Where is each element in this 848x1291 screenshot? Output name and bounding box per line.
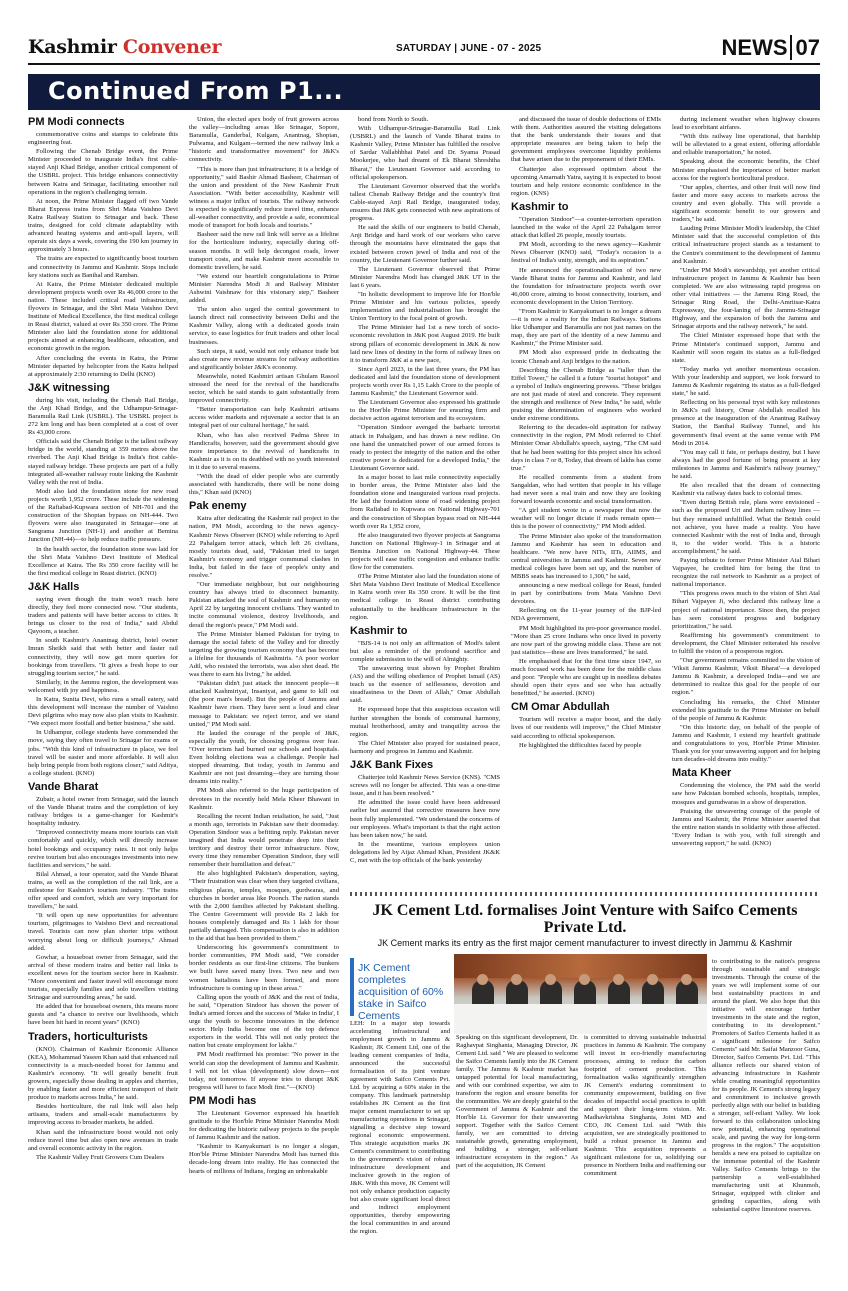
paragraph: PM Modi, according to the news agency—Kashmir News Observer (KNO) said, "Today's occasion is a festival of India's unity, strength, and its aspiration." [511, 241, 661, 265]
headline: J&K witnessing [28, 381, 110, 394]
photo-table [454, 1004, 707, 1034]
paragraph: "With the dead of elder people who are currently associated with handicrafts, there will be none doing this," Khan said (KNO) [189, 473, 339, 497]
paragraph: "This is more than just infrastructure; it is a bridge of opportunity," said Bashir Ahmad Basheer, Chairman of the union and president of the New Kashmir Fruit Association. "With better accessibility, Kashmir will witness a major influx of tourists. The railway network is expected to significantly reduce travel time, enhance all-weather connectivity, and provide a safe, economical mode of transport for both locals and tourists." [189, 165, 339, 230]
paragraph: Following the Chenab Bridge event, the Prime Minister proceeded to inaugurate India's first cable-stayed Anji Khad Bridge, another critical component of the USBRL project. This bridge enhances connectivity between Katra and Srinagar, facilitating smoother rail operations in the region's challenging terrain. [28, 148, 178, 196]
signing-ceremony-photo [454, 954, 707, 1034]
paragraph: "Even during British rule, plans were envisioned – such as the proposed Uri and Jhelum railway lines — but they remained unfulfilled. What the British could not achieve, you have made a reality. You have connected Kashmir with the rest of India and, through it, to the wider world. This is a historic accomplishment," he said. [672, 499, 820, 555]
paragraph: After concluding the events in Katra, the Prime Minister departed by helicopter from the Katra helipad at approximately 2:30 returning to Delhi (KNO) [28, 354, 178, 378]
paragraph: and discussed the issue of double deductions of EMIs with them. Authorities assured the visiting delegations that the bank understands their issues and that appropriate measures are being taken to help the government employees overcome liquidity problems that have arisen due to the preponement of their EMIs. [511, 116, 661, 164]
paragraph: PM Modi also referred to the huge participation of devotees in the recently held Mela Kheer Bhawani in Kashmir. [189, 787, 339, 811]
article-column [584, 1034, 706, 1280]
brand-second: Convener [122, 36, 222, 58]
paragraph: 0The Prime Minister also laid the foundation stone of Shri Mata Vaishno Devi Institute of Medical Excellence in Katra worth over Rs 350 crore. It will be the first medical college in Reasi district contributing substantially to the healthcare infrastructure in the region. [350, 573, 500, 621]
paragraph: "Our immediate neighbour, but our neighbouring country has always tried to disconnect humanity. Pakistan attacked the soul of Kashmir and humanity on April 22 by targeting innocent civilians. They wanted to incite communal violence, destroy livelihoods, and derail the region's peace," PM Modi said. [189, 581, 339, 629]
article-headline: JK Cement Ltd. formalises Joint Venture with Saifco Cements Private Ltd. [372, 902, 798, 936]
paragraph: Zubair, a hotel owner from Srinagar, said the launch of the Vande Bharat trains and the completion of key railway bridges is a game-changer for Kashmir's hospitality industry. [28, 795, 178, 828]
paragraph: He highlighted the difficulties faced by people [519, 741, 642, 749]
article-column [456, 1034, 578, 1280]
paragraph: The Chief Minister expressed hope that with the Prime Minister's continued support, Jammu and Kashmir will soon regain its status as a full-fledged state. [672, 332, 820, 364]
column-5 [672, 116, 820, 866]
paragraph: At noon, the Prime Minister flagged off two Vande Bharat Express trains from Shri Mata Vaishno Devi Katra Railway Station to Srinagar and back. These trains, designed for cold climate adaptability with advanced heating systems and anti-spall layers, will operate six days a week, covering the 190 km journey in approximately 3 hours. [28, 197, 178, 254]
paragraph: "Operation Sindoor"—a counter-terrorism operation launched in the wake of the April 22 Pahalgam terror attack that killed 26 people, mostly tourists. [511, 215, 661, 240]
paragraph: PM Modi also expressed pride in dedicating the iconic Chenab and Anji bridges to the nation. [511, 349, 661, 365]
paragraph: Chatterjee also expressed optimism about the upcoming Amarnath Yatra, saying it is expected to boost tourism and help restore economic confidence in the region. (KNS) [511, 165, 661, 197]
paragraph: He also highlighted Pakistan's desperation, saying, "Their frustration was clear when they targeted civilians, religious places, temples, mosques, gurdwaras, and churches in border areas like Poonch. The nation stands with the 2,000 families affected by Pakistani shelling. The Centre Government will provide Rs 2 lakh for houses completely damaged and Rs 1 lakh for those partially damaged. This compensation is also in addition to the aid that has been provided to them." [189, 870, 339, 943]
paragraph: PM Modi reaffirmed his promise: "No power in the world can stop the development of Jammu and Kashmir. I will not let vikas (development) slow down—not today, not tomorrow. If anyone tries to disrupt J&K progress will have to face Modi first."—(KNO) [189, 1051, 339, 1091]
paragraph: He recalled comments from a student from Sangaldan, who had written that people in his village had never seen a real train and now they are looking forward towards economic and social transformation. [511, 473, 661, 506]
banner-text: Continued From P1... [48, 77, 344, 105]
dotted-divider [350, 892, 820, 896]
paragraph: "Operation Sindoor avenged the barbaric terrorist attack in Pahalgam, and has drawn a new redline. On one hand the unmatched power of our armed forces is ready to protect the integrity of the nation and the other creative power is dedicated for a developed India," the Lieutenant Governor said. [350, 424, 500, 472]
paragraph: "With this railway line operational, that hardship will be alleviated to a great extent, offering affordable and reliable transportation," he noted. [672, 133, 820, 157]
paragraph: Concluding his remarks, the Chief Minister extended his gratitude to the Prime Minister on behalf of the people of Jammu & Kashmir. [672, 698, 820, 722]
paragraph: Paying tribute to former Prime Minister Atal Bihari Vajpayee, he credited him for being the first to recognize the rail network to Kashmir as a project of national importance. [672, 556, 820, 589]
paragraph: "Better transportation can help Kashmiri artisans access wider markets and rejuvenate a sector that is an integral part of our cultural heritage," he said. [189, 406, 339, 430]
paragraph: In Katra, Sunita Devi, who runs a small eatery, said this development will increase the number of Vaishno Devi pilgrims who may now also plan visits to Kashmir. "We expect more footfall and better business," she said. [28, 696, 178, 728]
paragraph: "We extend our heartfelt congratulations to Prime Minister Narendra Modi Ji and Railway Minister Ashwini Vaishnaw for this visionary step," Basheer added. [189, 272, 339, 305]
paragraph: Referring to the decades-old aspiration for railway connectivity in the region, PM Modi referred to Chief Minister Omar Abdullah's speech, saying, "The CM said that he had been waiting for this project since his school days in class 7 or 8, Today, that dream of lakhs has come true." [511, 424, 661, 472]
paragraph: "On this historic day, on behalf of the people of Jammu and Kashmir, I extend my heartfelt gratitude and congratulations to you, Hon'ble Prime Minister. Thank you for your unwavering support and for helping turn decades-old dreams into reality." [672, 723, 820, 764]
paragraph: Basheer said the new rail link will serve as a lifeline for the horticulture industry, especially during off-season months. It will help decongest roads, lower transport costs, and make Kashmir more accessible to domestic travellers, he said. [189, 231, 339, 271]
paragraph: "From Kashmir to Kanyakumari is no longer a dream—it is now a reality for the Indian Railways. Stations like Udhampur and Baramulla are not just names on the map, they are part of the identity of a new Jammu and Kashmir," the Prime Minister said. [511, 307, 661, 348]
paragraph: The Lieutenant Governor observed that Prime Minister Narendra Modi has changed J&K UT in the last 6 years. [350, 265, 500, 289]
page-number: 07 [790, 35, 820, 60]
paragraph: Meanwhile, noted Kashmiri artisan Ghulam Rasool stressed the need for the revival of the handicrafts sector, which he said stands to gain substantially from improved connectivity. [189, 372, 339, 405]
headline: Vande Bharat [28, 780, 99, 793]
paragraph: "This progress owes much to the vision of Shri Atal Bihari Vajpayee Ji, who declared this railway line a project of national importance. Since then, the project has seen consistent progress and budgetary prioritization," he said. [672, 590, 820, 630]
paragraph: In the meantime, various employees union delegations led by Aijaz Ahmad Khan, President JK&K C, met with the top officials of the bank yesterday [350, 840, 500, 864]
masthead [28, 36, 820, 62]
paragraph: Modi also laid the foundation stone for new road projects worth 1,952 crore. These include the widening of the Rafiabad-Kupwara section of NH-701 and the construction of the Shopian bypass on NH-444. Two flyovers were also inaugurated in Srinagar—one at Sangrama Junction (NH-1) and another at Bemina Junction (NH-44)—to help reduce traffic pressure. [28, 487, 178, 544]
paragraph: Speaking about the economic benefits, the Chief Minister emphasised the importance of better market access for the region's horticultural produce. [672, 158, 820, 182]
headline: Mata Kheer [672, 767, 732, 780]
pull-quote: JK Cement completes acquisition of 60% stake in Saifco Cements [350, 958, 452, 1016]
paragraph: to contributing to the nation's progress through sustainable and strategic investments. Through the course of the years we will implement some of our best sustainability practices in and around the plant. We also hope that this initiative will encourage further investments in the state and the region, contributing to its development." Promoters of Saifco Cements hailed it as a significant milestone for Saifco Cements" said Mr. Saifai Manzoor Guna, Director, Saifco Cements Pvt. Ltd. "This alliance reflects our shared vision of advancing infrastructure in Kashmir while creating meaningful opportunities for its people. JK Cement's strong legacy and commitment to inclusive growth perfectly align with our belief in building a stronger, self-reliant Valley. We look forward to this collaboration unlocking new potential, enhancing operational scale, and paving the way for long-term progress in the region." The acquisition heralds a new era poised to capitalize on the immense potential of the Kashmir Valley. Saifco Cements brings to the partnership a well-established manufacturing unit at Khunmoh, Srinagar, equipped with clinker and grinding capacities, along with substantial captive limestone reserves. [712, 958, 820, 1213]
brand-first: Kashmir [28, 36, 117, 58]
paragraph: The Kashmir Valley Fruit Growers Cum Dealers [36, 1153, 165, 1161]
paragraph: The Prime Minister blamed Pakistan for trying to damage the social fabric of the Valley and for directly targeting the growing tourism economy that has become a lifeline for thousands of Kashmiris. "A poor worker Adil, who resisted the terrorists, was also shot dead. He was there to earn his living," he added. [189, 630, 339, 679]
paragraph: during inclement weather when highway closures lead to exorbitant airfares. [672, 116, 820, 132]
headline: PM Modi has [189, 1094, 257, 1107]
article-column [350, 1020, 450, 1280]
paragraph: Reflecting on the 11-year journey of the BJP-led NDA government, [511, 607, 661, 623]
article-subhead: JK Cement marks its entry as the first major cement manufacturer to invest directly in Jammu & Kashmir [377, 938, 793, 948]
article-column [712, 958, 820, 1280]
paragraph: Katra after dedicating the Kashmir rail project to the nation, PM Modi, according to the news agency-Kashmir News Observer (KNO) while referring to April 22 Pahalgam terror attack, which left 26 civilians, mostly tourists dead, said, "Pakistan tried to target Kashmir's economy and trigger communal clashes in India, but failed in the face of people's unity and resolve." [189, 515, 339, 579]
column-3 [350, 116, 500, 866]
paragraph: bond from North to South. [358, 116, 429, 123]
paragraph: saying even though the train won't reach here directly, they feel more connected now. "Our students, traders and patients will have better access to cities. It brings us closer to the rest of India," said Abdul Qayoom, a teacher. [28, 595, 178, 636]
dateline: SATURDAY | JUNE - 07 - 2025 [396, 43, 542, 54]
paragraph: "You may call it fate, or perhaps destiny, but I have always had the good fortune of being present at key milestones in Jammu and Kashmir's railway journey," he said. [672, 448, 820, 481]
newspaper-logo [28, 36, 221, 58]
column-1 [28, 116, 178, 1276]
paragraph: is committed to driving sustainable industrial practices in Jammu & Kashmir. The company will invest in eco-friendly manufacturing processes, aiming to reduce the carbon footprint of cement production. This formalisation walks significantly strengthen JK Cement's enduring commitment to community empowerment, building on five decades of impactful social practices to uplift and support their long-term vision. Mr. Madhavkrishna Singhania, Joint MD and CEO, JK Cement Ltd. said "With this acquisition, we are strategically positioned to build a robust presence in Jammu and Kashmir. This acquisition represents a significant milestone for us, solidifying our presence in Northern India and reaffirming our commitment [584, 1034, 706, 1177]
paragraph: The Lieutenant Governor observed that the world's tallest Chenab Railway Bridge and the country's first Cable-stayed Anji Rail Bridge, inaugurated today, ensures that J&K gets connected with new aspirations of progress. [350, 182, 500, 223]
section-name: NEWS [721, 35, 788, 60]
paragraph: commemorative coins and stamps to celebrate this engineering feat. [28, 131, 178, 147]
paragraph: Chatterjee told Kashmir News Service (KNS). "CMS screws will no longer be affected. This was a one-time issue, and it has been resolved." [350, 774, 500, 798]
paragraph: announcing a new medical college for Reasi, funded in part by contributions from Mata Vaishno Devi devotees. [511, 582, 661, 606]
paragraph: "Kashmir to Kanyakumari is no longer a slogan, Hon'ble Prime Minister Narendra Modi has turned this decade-long dream into reality. He has connected the hearts of millions of Indians, forging an unbreakable [189, 1143, 339, 1175]
paragraph: He admitted the issue could have been addressed earlier but assured that corrective measures have now been fully implemented. "We understand the concerns of our employees. What's important is that the right action has been taken now," he said. [350, 799, 500, 839]
paragraph: Speaking on this significant development, Dr. Raghavpat Singhania, Managing Director, JK Cement Ltd. said " We are pleased to welcome the Saifco Cements family into the JK Cement family. The Jammu & Kashmir market has untapped potential for local manufacturing, and with our combined expertise, we aim to transform the region and ensure benefits for the communities. We are deeply grateful to the Government of Jammu & Kashmir and the Hon'ble Lt. Governor for their unwavering support. Together with the Saifco Cement family, we are committed to driving sustainable growth, generating employment, and building a stronger, self-reliant infrastructure ecosystem in the region." As part of the acquisition, JK Cement [456, 1034, 578, 1169]
paragraph: He also recalled that the dream of connecting Kashmir via railway dates back to colonial times. [672, 482, 820, 498]
paragraph: In a major boost to last mile connectivity especially in border areas, the Prime Minister also laid the foundation stone and inaugurated various road projects. He laid the foundation stone of road widening project from Rafiabad to Kupwara on National Highway-701 and the construction of Shopian bypass road on NH-444 worth over Rs 1,952 crore, [350, 474, 500, 530]
column-4 [511, 116, 661, 866]
paragraph: The Prime Minister also spoke of the transformation Jammu and Kashmir has seen in education and healthcare. "We now have NITs, IITs, AIIMS, and central universities in Jammu and Kashmir. Seven new medical colleges have been set up, and the number of MBBS seats has increased to 1,300," he said, [511, 532, 661, 580]
paragraph: Tourism will receive a major boost, and the daily lives of our residents will improve," the Chief Minister said according to official spokesperson. [511, 716, 661, 740]
headline: J&K Halls [28, 580, 80, 593]
paragraph: Condemning the violence, the PM said the world saw how Pakistan bombed schools, hospitals, temples, mosques and gurudwaras in a show of desperation. [672, 782, 820, 806]
paragraph: In Udhampur, college students have commended the move, saying they often travel to Srinagar for exams or jobs. "With this kind of infrastructure in place, we feel travel will be easier and more affordable. It will also help bring people from both regions closer," said Aditya, a college student. (KNO) [28, 729, 178, 777]
paragraph: "A girl student wrote in a newspaper that now the weather will no longer dictate if roads remain open—this is the power of connectivity," PM Modi added. [511, 507, 661, 531]
paragraph: Praising the unwavering courage of the people of Jammu and Kashmir, the Prime Minister asserted that the entire nation stands in solidarity with those affected. "Every Indian is with you, with full strength and unwavering support," he said. (KNO) [672, 807, 820, 847]
paragraph: "In holistic development to improve life for Hon'ble Prime Minister and his various policies, speedy implementation and industrialisation has brought the Union Territory to the focal point of growth. [350, 290, 500, 323]
headline: Traders, horticulturists [28, 1030, 148, 1043]
paragraph: Reflecting on his personal tryst with key milestones in J&K's rail history, Omar Abdullah recalled his presence at the inauguration of the Anantnag Railway Station, the Banihal Railway Tunnel, and his government's final event at the same venue with PM Modi in 2014. [672, 399, 820, 447]
paragraph: In south Kashmir's Anantnag district, hotel owner Imran Sheikh said that with better and faster rail connectivity, they will now get more queries for bookings from travellers. "It gives a fresh hope to our struggling tourism sector," he said. [28, 637, 178, 677]
paragraph: Khan said the infrastructure boost would not only reduce travel time but also open new avenues in trade and overall economic activity in the region. [28, 1128, 178, 1152]
headline: J&K Bank Fixes [350, 759, 434, 772]
paragraph: "Improved connectivity means more tourists can visit comfortably and quickly, which will directly increase hotel bookings and occupancy rates. It not only helps revive tourism but also encourages investments into new facilities and services," he said. [28, 829, 178, 869]
paragraph: Khan, who has also received Padma Shree in Handicrafts, however, said the government should give more importance to the revival of handicrafts in Kashmir as it is on its deathbed with no youth interested in it due to several reasons. [189, 431, 339, 471]
paragraph: "Under PM Modi's stewardship, yet another critical infrastructure project in Jammu & Kashmir has been completed. We are also witnessing rapid progress on other vital initiatives — the Jammu Ring Road, the Srinagar Ring Road, the Delhi-Amritsar-Katra Expressway, the four-laning of the Jammu-Srinagar Highway, and the expansion of both the Jammu and Srinagar airports and the railway network," he said. [672, 266, 820, 331]
paragraph: Since April 2023, in the last three years, the PM has dedicated and laid the foundation stone of development projects worth over Rs 1,15 Lakh Crore to the people of Jammu Kashmir," the Lieutenant Governor said. [350, 365, 500, 398]
paragraph: In the health sector, the foundation stone was laid for the Shri Mata Vaishno Devi Institute of Medical Excellence at Katra. The Rs 350 crore facility will be the first medical college in Reasi district. (KNO) [28, 545, 178, 577]
paragraph: The trains are expected to significantly boost tourism and connectivity in Jammu and Kashmir. Stops include key stations such as Banihal and Ramban. [28, 255, 178, 279]
paragraph: Officials said the Chenab Bridge is the tallest railway bridge in the world, standing at 359 metres above the riverbed. The Anji Khad Bridge is India's first cable-stayed railway bridge. These projects are part of a fully integrated all-weather railway route linking the Kashmir Valley with the rest of India. [28, 438, 178, 486]
paragraph: He emphasised that for the first time since 1947, so much focused work has been done for the middle class and poor. "People who are caught up in needless debates should open their eyes and see who has actually benefitted," he asserted. (KNO) [511, 657, 661, 698]
headline: CM Omar Abdullah [511, 701, 610, 714]
paragraph: He added that for houseboat owners, this means more guests and "a chance to revive our livelihoods, which have been hit hard in recent years" (KNO) [28, 1003, 178, 1027]
paragraph: Reaffirming his government's commitment to development, the Chief Minister reiterated his resolve to fulfill the vision of a prosperous region. [672, 631, 820, 655]
paragraph: He lauded the courage of the people of J&K, especially the youth, for choosing progress over fear. "Over terrorism had burned our schools and hospitals. Even holding elections was a challenge. People had stopped dreaming. But today, youth in Jammu and Kashmir are not just dreaming—they are turning those dreams into reality." [189, 729, 339, 786]
paragraph: Gowhar, a houseboat owner from Srinagar, said the arrival of these modern trains and better rail links is excellent news for the tourism sector here in Kashmir. "More convenient and faster travel will encourage more tourists, especially families and solo travellers visiting Srinagar and surrounding areas," he said. [28, 953, 178, 1002]
paragraph: The Prime Minister had 1st a new torch of socio-economic revolution in J&K post August 2019. He built strong pillars of economic development in J&K & now laid new lines of destiny in the form of railway lines on it to transform J&K at a new pace, [350, 324, 500, 364]
paragraph: Such steps, it said, would not only enhance trade but also create new revenue streams for railway authorities and significantly bolster J&K's economy. [189, 347, 339, 371]
paragraph: Underscoring his government's commitment to border communities, PM Modi said, "We consider border residents as our first-line citizens. The bunkers we built have saved many lives. Two new and two women battalions have been formed, and more infrastructure is coming up in these areas." [189, 944, 339, 992]
paragraph: The Lieutenant Governor expressed his heartfelt gratitude to the Hon'ble Prime Minister Narendra Modi for dedicating the historic railway projects to the people of Jammu Kashmir and the nation. [189, 1109, 339, 1142]
paragraph: "BJS-14 is not only an affirmation of Modi's talent but also a reminder of the profound sacrifice and complete submission to the will of Almighty. [350, 639, 500, 663]
paragraph: Similarly, in the Jammu region, the development was welcomed with joy and happiness. [28, 678, 178, 694]
paragraph: Lauding Prime Minister Modi's leadership, the Chief Minister said that the successful completion of this critical infrastructure project stands as a testament to the Centre's commitment to the development of Jammu and Kashmir. [672, 225, 820, 265]
paragraph: He announced the operationalisation of two new Vande Bharat trains for Jammu and Kashmir, and laid the foundation for infrastructure projects worth over 46,000 crore, aiming to boost connectivity, tourism, and economic development in the Union Territory. [511, 266, 661, 306]
headline: PM Modi connects [28, 116, 125, 128]
paragraph: He also inaugurated two flyover projects at Sangrama Junction on National Highway-1 in Srinagar and at Bemina Junction on National Highway-44. These projects will ease traffic congestion and enhance traffic flow for the commuters. [350, 531, 500, 572]
paragraph: "Our government remains committed to the vision of 'Viksit Jammu Kashmir, Viksit Bharat'—a developed Jammu & Kashmir, a developed India—and we are determined to realize this goal for the people of our region." [672, 657, 820, 697]
headline: Kashmir to [511, 200, 569, 213]
paragraph: "It will open up new opportunities for adventure tourism, pilgrimages to Vaishno Devi and recreational travel. Tourists can now plan shorter trips without worrying about long or difficult journeys," Ahmad added. [28, 912, 178, 952]
paragraph: With Udhampur-Srinagar-Baramulla Rail Link (USBRL) and the launch of Vande Bharat trains to Kashmir Valley, Prime Minister has fulfilled the resolve of Sardar Vallabhbhai Patel and Dr. Syama Prasad Mookerjee, who had dreamt of Ek Bharat Shreshtha Bharat," the Lieutenant Governor said according to official spokesperson. [350, 125, 500, 181]
paragraph: At Katra, the Prime Minister dedicated multiple development projects worth over Rs 46,000 crore to the nation. These included critical road infrastructure, flyovers in Srinagar, and the Shri Mata Vaishno Devi Institute of Medical Excellence, the first medical college in Reasi district, valued at over Rs 350 crore. The Prime Minister also laid the foundation stone for additional projects aimed at enhancing healthcare, education, and economic growth in the region. [28, 280, 178, 353]
paragraph: He expressed hope that this auspicious occasion will further strengthen the bonds of communal harmony, mutual brotherhood, amity and tranquility across the region. [350, 706, 500, 738]
jk-cement-article [350, 892, 820, 1282]
paragraph: Describing the Chenab Bridge as "taller than the Eiffel Tower," he called it a future "tourist hotspot" and a symbol of India's engineering prowess. "These bridges are not just made of steel and concrete. They represent the strength and resilience of New India," he said, while praising the determination of engineers who worked under extreme conditions. [511, 366, 661, 423]
paragraph: The unwavering trust shown by Prophet Ibrahim (AS) and the willing obedience of Prophet Ismail (AS) teach us the essence of selflessness, devotion and steadfastness to the Deen of Allah," Omar Abdullah said. [350, 665, 500, 705]
paragraph: (KNO). Chairman of Kashmir Economic Alliance (KEA), Mohammad Yaseen Khan said that enhanced rail connectivity is a much-needed boost for Jammu and Kashmir's economy. "It will greatly benefit fruit growers, especially those dealing in apples and cherries, by enabling faster and more efficient transport of their produce to markets across India," he said. [28, 1045, 178, 1102]
paragraph: "Our apples, cherries, and other fruit will now find faster and more easy access to markets across the country and even globally. This will provide a significant economic benefit to our growers and traders," he said. [672, 183, 820, 224]
paragraph: The Chief Minister also prayed for sustained peace, harmony and progress in Jammu and Kashmir. [350, 739, 500, 755]
continued-banner [28, 74, 820, 110]
masthead-rule [28, 63, 820, 65]
paragraph: "Pakistan didn't just attack the innocent people—it attacked Kashmiriyat, Insaniyat, and game to kill out (the poor man's bread). But the people of Jammu and Kashmir have risen. They have sent a loud and clear message to Pakistan: we reject terror, and we stand united," PM Modi said. [189, 680, 339, 728]
paragraph: He said the skills of our engineers to build Chenab, Anji Bridge and hard work of our workers who carve through the mountains have eliminated the gaps that existed between crown jewel of India and rest of the country, the Lieutenant Governor further said. [350, 224, 500, 264]
paragraph: Besides horticulture, the rail link will also help artisans, traders and small-scale manufacturers by improving access to broader markets, he added. [28, 1103, 178, 1127]
paragraph: Recalling the recent Indian retaliation, he said, "Just a month ago, terrorists in Pakistan saw their doomsday. Operation Sindoor was a befitting reply. Pakistan never imagined that India would penetrate deep into their territory and destroy their terror infrastructure. Now, every time they remember Operation Sindoor, they will remember their humiliation and defeat." [189, 812, 339, 869]
section-label [722, 36, 820, 60]
paragraph: Calling upon the youth of J&K and the rest of India, he said, "Operation Sindoor has shown the power of India's armed forces and the success of 'Make in India', I urge the youth to become innovators in the defence sector. Help India become one of the top defence exporters in the world. This will not only protect the nation but create employment for lakhs." [189, 993, 339, 1050]
paragraph: during his visit, including the Chenab Rail Bridge, the Anji Khad Bridge, and the Udhampur-Srinagar-Baramulla Rail Link (USBRL). The USBRL project is 272 km long and has been completed at a cost of over Rs 43,000 crore. [28, 396, 178, 437]
paragraph: "Today marks yet another momentous occasion. With your leadership and support, we look forward to Jammu & Kashmir regaining its status as a full-fledged state," he said. [672, 365, 820, 398]
paragraph: The Lieutenant Governor also expressed his gratitude to the Hon'ble Prime Minister for ensuring firm and decisive action against terrorism and its ecosystem. [350, 399, 500, 423]
headline: Kashmir to [350, 624, 408, 637]
paragraph: The union also urged the central government to launch direct rail connectivity between Delhi and the Kashmir Valley, along with a dedicated goods train service, to ease logistics for fruit traders and other local businesses. [189, 306, 339, 346]
paragraph: PM Modi highlighted its pro-poor governance model. "More than 25 crore Indians who once lived in poverty are now part of the growing middle class. These are not just statistics—these are lives transformed," he said. [511, 624, 661, 656]
headline: Pak enemy [189, 500, 247, 513]
paragraph: Bilal Ahmad, a tour operator, said the Vande Bharat trains, as well as the completion of the rail link, are a milestone for Kashmir's tourism industry. "The trains offer speed and comfort, which are very important for travellers," he said. [28, 870, 178, 911]
paragraph: LEH: In a major step towards accelerating infrastructural and employment growth in Jammu & Kashmir, JK Cement Ltd, one of the leading cement companies of India, announced the successful formalisation of its joint venture agreement with Saifco Cements Pvt. Ltd. by acquiring a 60% stake in the company. This landmark partnership establishes JK Cement as the first major cement manufacturer to set up manufacturing operations in Srinagar, signalling a decisive step toward regional economic empowerment. This strategic acquisition marks JK Cement's commitment to contributing to the government's vision of robust infrastructure development and inclusive growth in the region of J&K. With this move, JK Cement will not only enhance production capacity but also create significant local direct and indirect employment opportunities, thereby empowering the local communities in and around the region. [350, 1020, 450, 1235]
paragraph: Union, the elected apex body of fruit growers across the valley—including areas like Srinagar, Sopore, Baramulla, Ganderbal, Kulgam, Anantnag, Shopian, Pulwama, and Kulgam—termed the new railway link a "historic and transformative movement" for J&K's connectivity. [189, 116, 339, 164]
column-2 [189, 116, 339, 1276]
